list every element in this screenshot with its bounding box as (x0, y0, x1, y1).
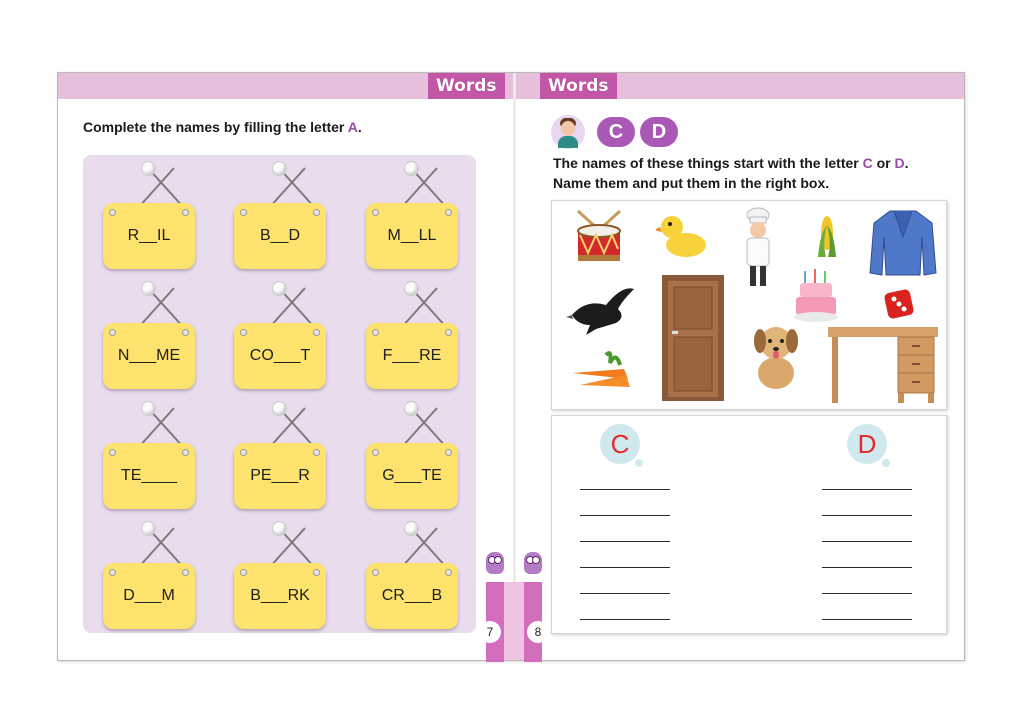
pin-icon (404, 161, 419, 176)
answer-blank-c[interactable] (580, 515, 670, 516)
nail-icon (445, 449, 452, 456)
sign-word: TE____ (120, 467, 178, 484)
pin-icon (404, 281, 419, 296)
sign-board (366, 443, 458, 509)
answer-blank-d[interactable] (822, 515, 912, 516)
hanging-sign (103, 521, 195, 631)
nail-icon (240, 449, 247, 456)
answer-blank-d[interactable] (822, 489, 912, 490)
sign-board (103, 563, 195, 629)
sign-board (234, 323, 326, 389)
letter-c-bubble (600, 424, 640, 464)
bubble-letter-d: D (857, 429, 877, 459)
answer-blank-d[interactable] (822, 567, 912, 568)
hanging-sign (234, 161, 326, 271)
nail-icon (313, 449, 320, 456)
nail-icon (109, 329, 116, 336)
sign-word: F___RE (382, 347, 442, 364)
sign-board (103, 323, 195, 389)
hanging-sign (366, 281, 458, 391)
letter-chip-d: D (640, 117, 678, 147)
nail-icon (313, 569, 320, 576)
sign-word: N___ME (117, 347, 181, 364)
coat-icon (868, 207, 938, 277)
teacher-avatar-icon (551, 115, 585, 149)
nail-icon (240, 209, 247, 216)
pin-icon (141, 281, 156, 296)
carrot-icon (566, 345, 636, 393)
sign-word: B___RK (250, 587, 310, 604)
instruction-or: or (872, 155, 895, 171)
pin-icon (272, 521, 287, 536)
crow-icon (566, 281, 636, 336)
pin-icon (141, 521, 156, 536)
sign-word: B__D (259, 227, 301, 244)
door-icon (662, 275, 724, 401)
nail-icon (372, 449, 379, 456)
instruction-letter-d: D (894, 155, 905, 171)
nail-icon (109, 209, 116, 216)
answer-blank-d[interactable] (822, 541, 912, 542)
sign-board (366, 323, 458, 389)
sign-board (366, 563, 458, 629)
pin-icon (404, 521, 419, 536)
answer-blank-c[interactable] (580, 489, 670, 490)
sign-board (234, 203, 326, 269)
letter-chip-c: C (597, 117, 635, 147)
sign-board (234, 563, 326, 629)
hanging-sign (103, 281, 195, 391)
answer-box (551, 415, 947, 634)
sign-word: PE___R (250, 467, 310, 484)
answer-blank-c[interactable] (580, 567, 670, 568)
instruction-text: Complete the names by filling the letter (83, 119, 348, 135)
pictures-box (551, 200, 947, 410)
nail-icon (182, 329, 189, 336)
hanging-sign (234, 401, 326, 511)
hanging-sign (366, 161, 458, 271)
cake-icon (794, 267, 838, 325)
left-section-tag: Words (428, 73, 505, 99)
hanging-sign (234, 281, 326, 391)
sign-board (103, 443, 195, 509)
instruction-line-2: Name them and put them in the right box. (553, 175, 830, 191)
nail-icon (109, 449, 116, 456)
sign-word: D___M (123, 587, 175, 604)
sign-word: CR___B (381, 587, 443, 604)
sign-board (103, 203, 195, 269)
pin-icon (141, 401, 156, 416)
sign-word: G___TE (382, 467, 442, 484)
right-section-tag: Words (540, 73, 617, 99)
page-number-left: 7 (479, 621, 501, 643)
dice-icon (882, 287, 916, 321)
page-gutter (513, 73, 516, 660)
page-number-right: 8 (527, 621, 549, 643)
instruction-letter-c: C (862, 155, 873, 171)
hanging-sign (234, 521, 326, 631)
pin-icon (272, 161, 287, 176)
left-instruction (83, 117, 362, 137)
instruction-period: . (904, 155, 909, 171)
nail-icon (372, 329, 379, 336)
nail-icon (372, 569, 379, 576)
hanging-sign (366, 521, 458, 631)
desk-icon (828, 327, 938, 403)
right-instruction (553, 153, 948, 193)
nail-icon (109, 569, 116, 576)
nail-icon (182, 449, 189, 456)
nail-icon (240, 569, 247, 576)
duck-icon (656, 211, 708, 259)
letter-d-bubble (847, 424, 887, 464)
answer-blank-c[interactable] (580, 619, 670, 620)
sign-word: R__IL (127, 227, 171, 244)
hanging-sign (103, 161, 195, 271)
dog-icon (750, 321, 802, 393)
nail-icon (240, 329, 247, 336)
answer-blank-c[interactable] (580, 593, 670, 594)
sign-word: M__LL (387, 227, 437, 244)
hanging-sign (366, 401, 458, 511)
corn-icon (816, 213, 838, 259)
book-spread (57, 72, 965, 661)
instruction-text: The names of these things start with the letter (553, 155, 863, 171)
nail-icon (445, 329, 452, 336)
nail-icon (313, 209, 320, 216)
spine-ribbon (504, 582, 524, 660)
hanging-sign (103, 401, 195, 511)
owl-icon (524, 552, 542, 574)
sign-word: CO___T (249, 347, 311, 364)
cook-icon (742, 207, 774, 297)
instruction-letter: A (347, 119, 358, 135)
instruction-period: . (357, 119, 362, 135)
owl-icon (486, 552, 504, 574)
pin-icon (272, 281, 287, 296)
nail-icon (372, 209, 379, 216)
bubble-letter-c: C (610, 429, 630, 459)
nail-icon (182, 569, 189, 576)
sign-board (234, 443, 326, 509)
pin-icon (272, 401, 287, 416)
nail-icon (445, 209, 452, 216)
sign-board (366, 203, 458, 269)
answer-blank-d[interactable] (822, 593, 912, 594)
nail-icon (445, 569, 452, 576)
answer-blank-c[interactable] (580, 541, 670, 542)
pin-icon (404, 401, 419, 416)
answer-blank-d[interactable] (822, 619, 912, 620)
drum-icon (570, 209, 628, 267)
nail-icon (313, 329, 320, 336)
nail-icon (182, 209, 189, 216)
pin-icon (141, 161, 156, 176)
